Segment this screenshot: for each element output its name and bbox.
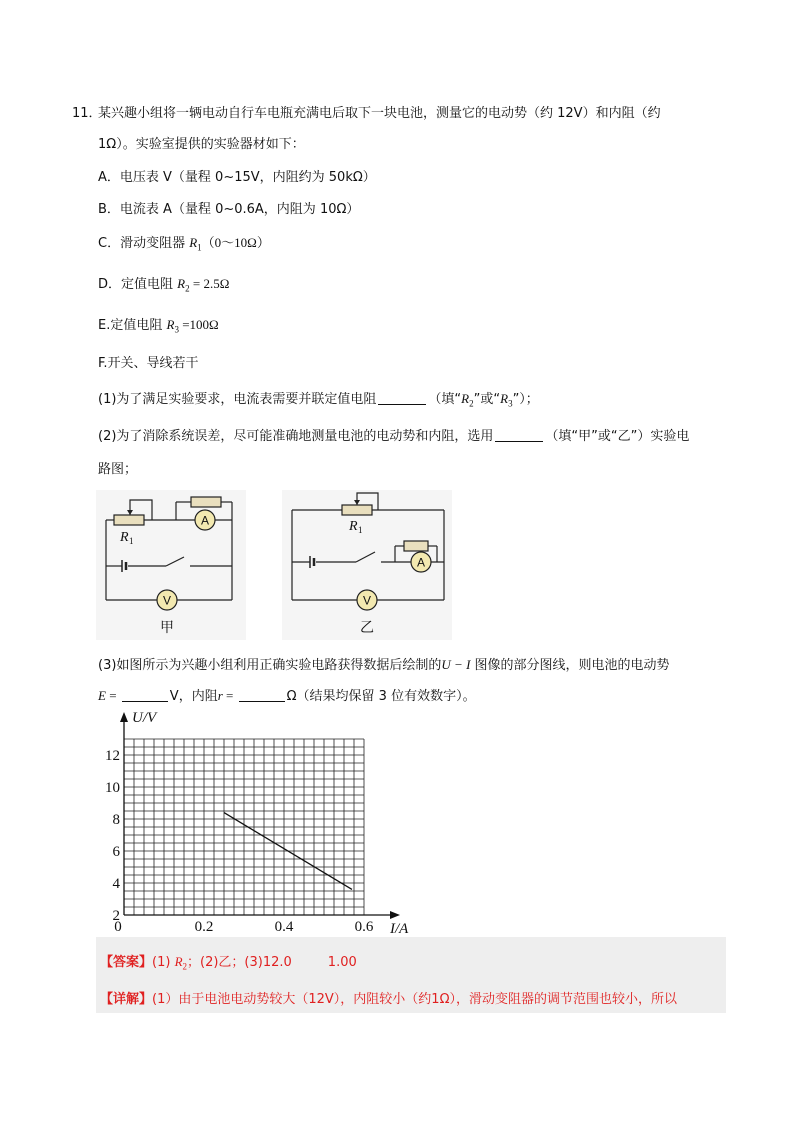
- option-d: [98, 273, 229, 294]
- chart-grid: [124, 739, 364, 915]
- option-e-value: =100Ω: [178, 317, 219, 332]
- question-stem-line2: 1Ω）。实验室提供的实验器材如下：: [98, 137, 305, 152]
- part-1-r3-sub: 3: [508, 398, 513, 409]
- part-3-ui: U − I: [441, 657, 471, 672]
- option-d-text: D．定值电阻: [98, 277, 178, 292]
- option-c-sub: 1: [197, 242, 202, 253]
- part-3-eq: =: [105, 688, 120, 703]
- chart-axes: [120, 712, 400, 919]
- question-stem-line1: 某兴趣小组将一辆电动自行车电瓶充满电后取下一块电池，测量它的电动势（约 12V）和内阻（约: [98, 106, 661, 121]
- voltmeter-label: V: [362, 593, 372, 608]
- rheostat-label-sub: 1: [358, 525, 363, 535]
- part-3-r: r: [217, 688, 223, 703]
- x-tick-label: 0.6: [354, 919, 374, 935]
- option-d-sub: 2: [185, 283, 190, 294]
- part-2-text: (2)为了消除系统误差，尽可能准确地测量电池的电动势和内阻，选用: [98, 429, 494, 444]
- part-1-r3: R: [500, 391, 509, 406]
- part-2: [98, 425, 689, 444]
- part-1-or: ”或“: [473, 392, 501, 407]
- circuit-caption-yi: 乙: [360, 620, 374, 636]
- answer-rest: ；(2)乙；(3)12.0: [187, 955, 292, 970]
- x-tick-label: 0.2: [194, 919, 214, 935]
- y-tick-label: 8: [112, 812, 120, 828]
- ammeter-label: A: [200, 513, 210, 528]
- option-e-var: R: [166, 317, 175, 332]
- rheostat-label-sub: 1: [129, 536, 134, 546]
- answer-r: R: [174, 954, 183, 969]
- part-3-v: V，内阻: [169, 689, 218, 704]
- answer-blank-emf[interactable]: [122, 689, 168, 702]
- answer-tag: 【答案】: [100, 955, 153, 970]
- answer-blank-1[interactable]: [378, 392, 426, 405]
- rheostat-icon: [342, 505, 372, 515]
- y-tick-label: 6: [112, 844, 120, 860]
- option-c-text: C．滑动变阻器: [98, 236, 190, 251]
- part-1-r2: R: [461, 391, 470, 406]
- voltmeter-label: V: [162, 593, 172, 608]
- answer-r-sub: 2: [182, 961, 188, 972]
- circuit-diagram-yi: [282, 490, 452, 640]
- rheostat-label: R: [120, 530, 129, 545]
- answer-blank-2[interactable]: [495, 429, 543, 442]
- part-1: [98, 388, 539, 409]
- x-tick-label: 0.4: [274, 919, 294, 935]
- question-number: 11．: [72, 106, 102, 121]
- resistor-icon: [191, 497, 221, 507]
- y-tick-label: 2: [112, 908, 120, 924]
- option-f: F.开关、导线若干: [98, 356, 199, 371]
- x-axis-arrow: [390, 911, 400, 919]
- circuit-caption-jia: 甲: [160, 620, 174, 636]
- part-3-text-b: 图像的部分图线，则电池的电动势: [470, 658, 670, 673]
- x-axis-label: I/A: [390, 921, 409, 936]
- option-c: [98, 232, 270, 253]
- answer-resistance-value: 1.00: [327, 955, 357, 970]
- y-axis-label: U/V: [132, 710, 157, 726]
- answer-line: [100, 951, 357, 972]
- option-d-value: = 2.5Ω: [189, 276, 230, 291]
- part-3-text: (3)如图所示为兴趣小组利用正确实验电路获得数据后绘制的: [98, 658, 442, 673]
- part-3-line2: [98, 685, 476, 704]
- part-3-ohm: Ω（结果均保留 3 位有效数字）。: [286, 689, 476, 704]
- part-3-eq2: =: [222, 688, 237, 703]
- y-tick-label: 12: [105, 748, 120, 764]
- answer-blank-resistance[interactable]: [239, 689, 285, 702]
- option-e: [98, 314, 219, 335]
- detail-line: [100, 988, 677, 1007]
- option-a: A．电压表 V（量程 0~15V，内阻约为 50kΩ）: [98, 170, 376, 185]
- option-d-var: R: [177, 276, 186, 291]
- y-axis-arrow: [120, 712, 128, 722]
- rheostat-icon: [114, 515, 144, 525]
- detail-text: (1）由于电池电动势较大（12V），内阻较小（约1Ω），滑动变阻器的调节范围也较小，所以: [152, 992, 677, 1007]
- part-2-fill: （填“甲”或“乙”）实验电: [545, 429, 690, 444]
- part-1-r2-sub: 2: [469, 398, 474, 409]
- option-b: B．电流表 A（量程 0~0.6A，内阻为 10Ω）: [98, 202, 360, 217]
- y-tick-label: 10: [105, 780, 120, 796]
- y-tick-label: 4: [112, 876, 120, 892]
- detail-tag: 【详解】: [100, 992, 153, 1007]
- answer-part1: (1): [152, 955, 175, 970]
- resistor-icon: [404, 541, 428, 551]
- x-tick-label: 0: [114, 919, 122, 935]
- option-c-var: R: [189, 235, 198, 250]
- option-e-text: E.定值电阻: [98, 318, 167, 333]
- option-c-range: （0～10Ω）: [201, 235, 270, 250]
- rheostat-label: R: [349, 519, 358, 534]
- part-3: [98, 654, 670, 673]
- ammeter-label: A: [416, 555, 426, 570]
- chart-axis-labels: [132, 710, 409, 936]
- part-1-end: ”）；: [512, 392, 539, 407]
- part-1-fill: （填“: [428, 392, 462, 407]
- part-1-text: (1)为了满足实验要求，电流表需要并联定值电阻: [98, 392, 377, 407]
- part-2-line2: 路图；: [98, 462, 138, 477]
- u-i-chart: [96, 706, 426, 936]
- circuit-diagram-jia: [96, 490, 246, 640]
- part-3-e: E: [98, 688, 106, 703]
- option-e-sub: 3: [174, 324, 179, 335]
